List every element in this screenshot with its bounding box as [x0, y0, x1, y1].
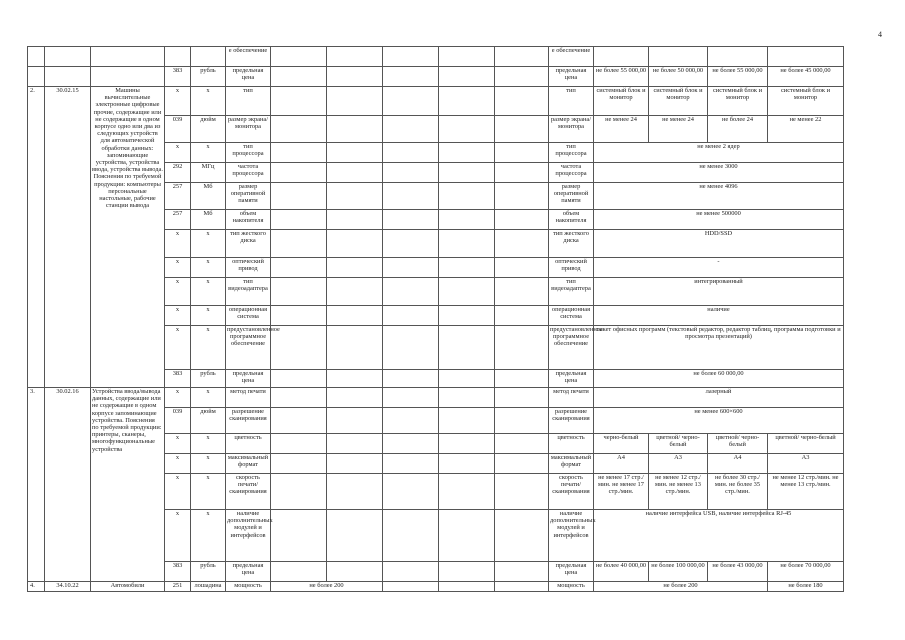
table-cell: х	[191, 434, 226, 454]
table-cell: разрешение сканирования	[549, 408, 594, 434]
table-cell: х	[191, 388, 226, 408]
empty-cell	[383, 143, 439, 163]
table-cell: х	[165, 278, 191, 306]
empty-cell	[594, 47, 649, 67]
table-cell: рубль	[191, 67, 226, 87]
empty-cell	[327, 67, 383, 87]
table-cell: оптический привод	[549, 258, 594, 278]
table-cell: 383	[165, 562, 191, 582]
empty-cell	[495, 143, 549, 163]
table-row	[28, 388, 844, 408]
table-cell: не более 40 000,00	[594, 562, 649, 582]
table-cell: предельная цена	[549, 67, 594, 87]
empty-cell	[383, 582, 439, 592]
table-cell: х	[191, 306, 226, 326]
table-cell: х	[191, 510, 226, 562]
empty-cell	[327, 454, 383, 474]
empty-cell	[271, 116, 327, 143]
table-cell: интегрированный	[594, 278, 844, 306]
empty-cell	[495, 258, 549, 278]
table-cell: не менее 4096	[594, 183, 844, 210]
table-cell: Устройства ввода/вывода данных, содержащие или не содержащие в одном корпусе запоминающие устройства. Пояснения по требуемой продукции: принтеры, сканеры, многофункциональные устройства	[91, 388, 165, 582]
table-cell: не менее 24	[649, 116, 708, 143]
table-cell: операционная система	[549, 306, 594, 326]
empty-cell	[495, 582, 549, 592]
empty-cell	[383, 183, 439, 210]
table-cell: объем накопителя	[549, 210, 594, 230]
table-cell: размер экрана/монитора	[549, 116, 594, 143]
table-cell: 30.02.15	[45, 87, 91, 388]
table-cell: х	[165, 474, 191, 510]
empty-cell	[439, 582, 495, 592]
table-cell: не более 70 000,00	[768, 562, 844, 582]
empty-cell	[495, 306, 549, 326]
table-cell: предельная цена	[226, 67, 271, 87]
table-cell: размер экрана/монитора	[226, 116, 271, 143]
table-cell: не менее 3000	[594, 163, 844, 183]
empty-cell	[327, 562, 383, 582]
empty-cell	[271, 306, 327, 326]
table-cell: МГц	[191, 163, 226, 183]
empty-cell	[439, 258, 495, 278]
empty-cell	[327, 306, 383, 326]
empty-cell	[383, 258, 439, 278]
table-cell: 257	[165, 183, 191, 210]
table-cell: А4	[708, 454, 768, 474]
table-cell: HDD/SSD	[594, 230, 844, 258]
table-cell: цветность	[226, 434, 271, 454]
empty-cell	[383, 163, 439, 183]
empty-cell	[495, 67, 549, 87]
empty-cell	[383, 210, 439, 230]
table-row	[28, 47, 844, 67]
empty-cell	[271, 562, 327, 582]
empty-cell	[439, 116, 495, 143]
empty-cell	[271, 408, 327, 434]
table-cell: наличие	[594, 306, 844, 326]
empty-cell	[495, 510, 549, 562]
empty-cell	[383, 562, 439, 582]
table-row	[28, 582, 844, 592]
table-cell: х	[191, 326, 226, 370]
table-cell: Мб	[191, 210, 226, 230]
table-cell: не более 180	[768, 582, 844, 592]
empty-cell	[271, 163, 327, 183]
empty-cell	[383, 454, 439, 474]
empty-cell	[327, 87, 383, 116]
empty-cell	[439, 510, 495, 562]
empty-cell	[495, 474, 549, 510]
table-cell: Автомобили	[91, 582, 165, 592]
empty-cell	[439, 388, 495, 408]
empty-cell	[495, 87, 549, 116]
table-cell: х	[165, 326, 191, 370]
page-number: 4	[878, 30, 882, 39]
table-cell: 257	[165, 210, 191, 230]
empty-cell	[439, 210, 495, 230]
table-cell: наличие интерфейса USB, наличие интерфейса RJ-45	[594, 510, 844, 562]
table-cell: максимальный формат	[549, 454, 594, 474]
empty-cell	[271, 434, 327, 454]
table-cell: не менее 600×600	[594, 408, 844, 434]
empty-cell	[327, 278, 383, 306]
empty-cell	[271, 143, 327, 163]
empty-cell	[439, 230, 495, 258]
empty-cell	[327, 116, 383, 143]
table-cell: предустановленное программное обеспечение	[226, 326, 271, 370]
table-cell: размер оперативной памяти	[226, 183, 271, 210]
empty-cell	[495, 408, 549, 434]
table-cell: рубль	[191, 562, 226, 582]
empty-cell	[271, 67, 327, 87]
table-cell: х	[191, 87, 226, 116]
table-cell: не менее 17 стр./мин. не менее 17 стр./мин.	[594, 474, 649, 510]
table-cell: е обеспечение	[549, 47, 594, 67]
empty-cell	[708, 47, 768, 67]
table-cell: дюйм	[191, 116, 226, 143]
table-cell: х	[165, 306, 191, 326]
empty-cell	[271, 474, 327, 510]
table-cell: цветной/ черно-белый	[768, 434, 844, 454]
table-cell: предельная цена	[549, 562, 594, 582]
table-cell: лазерный	[594, 388, 844, 408]
empty-cell	[383, 306, 439, 326]
empty-cell	[495, 210, 549, 230]
table-cell: 2.	[28, 87, 45, 388]
empty-cell	[327, 163, 383, 183]
table-cell: не менее 12 стр./мин. не менее 13 стр./мин.	[768, 474, 844, 510]
table-cell	[165, 47, 191, 67]
empty-cell	[327, 210, 383, 230]
empty-cell	[649, 47, 708, 67]
table-cell: Машины вычислительные электронные цифровые прочие, содержащие или не содержащие в одном корпусе одно или два из следующих устройств для автоматической обработки данных: запоминающие устройства, устройства ввода, устройства вывода. Пояснения по требуемой продукции: компьютеры персональные настольные, рабочие станции вывода	[91, 87, 165, 388]
table-cell: предустановленное программное обеспечение	[549, 326, 594, 370]
empty-cell	[271, 278, 327, 306]
table-cell: А3	[649, 454, 708, 474]
table-cell: не менее 2 ядер	[594, 143, 844, 163]
table-cell: х	[165, 434, 191, 454]
empty-cell	[327, 230, 383, 258]
table-cell: не менее 24	[594, 116, 649, 143]
table-cell: размер оперативной памяти	[549, 183, 594, 210]
empty-cell	[271, 230, 327, 258]
empty-cell	[271, 87, 327, 116]
table-cell: цветной/ черно-белый	[708, 434, 768, 454]
table-cell: х	[191, 230, 226, 258]
empty-cell	[439, 434, 495, 454]
table-cell: 251	[165, 582, 191, 592]
table-cell: х	[165, 510, 191, 562]
empty-cell	[327, 370, 383, 388]
table-cell: не более 60 000,00	[594, 370, 844, 388]
table-cell: не менее 500000	[594, 210, 844, 230]
table-cell: наличие дополнительных модулей и интерфейсов	[226, 510, 271, 562]
table-cell: 383	[165, 67, 191, 87]
table-cell: дюйм	[191, 408, 226, 434]
table-cell: х	[165, 143, 191, 163]
empty-cell	[271, 510, 327, 562]
empty-cell	[271, 388, 327, 408]
empty-cell	[327, 258, 383, 278]
empty-cell	[271, 454, 327, 474]
empty-cell	[271, 258, 327, 278]
table-cell: тип процессора	[549, 143, 594, 163]
table-cell: предельная цена	[226, 370, 271, 388]
table-cell: не менее 22	[768, 116, 844, 143]
table-cell: наличие дополнительных модулей и интерфейсов	[549, 510, 594, 562]
empty-cell	[327, 434, 383, 454]
table-cell: мощность	[549, 582, 594, 592]
empty-cell	[439, 183, 495, 210]
empty-cell	[327, 474, 383, 510]
empty-cell	[439, 454, 495, 474]
table-cell: предельная цена	[226, 562, 271, 582]
table-cell: 039	[165, 116, 191, 143]
table-cell: тип	[549, 87, 594, 116]
empty-cell	[495, 434, 549, 454]
table-cell: лошадина	[191, 582, 226, 592]
table-cell: х	[165, 230, 191, 258]
table-cell: операционная система	[226, 306, 271, 326]
empty-cell	[271, 183, 327, 210]
empty-cell	[439, 163, 495, 183]
table-cell: тип	[226, 87, 271, 116]
empty-cell	[495, 230, 549, 258]
empty-cell	[28, 47, 45, 67]
requirements-table	[27, 46, 844, 592]
table-cell: системный блок и монитор	[649, 87, 708, 116]
empty-cell	[383, 370, 439, 388]
empty-cell	[327, 326, 383, 370]
table-cell: не более 55 000,00	[594, 67, 649, 87]
empty-cell	[383, 408, 439, 434]
table-cell: 4.	[28, 582, 45, 592]
table-cell: объем накопителя	[226, 210, 271, 230]
empty-cell	[439, 474, 495, 510]
table-cell: не более 100 000,00	[649, 562, 708, 582]
table-cell: оптический привод	[226, 258, 271, 278]
table-cell: х	[165, 454, 191, 474]
empty-cell	[327, 510, 383, 562]
table-cell: не более 45 000,00	[768, 67, 844, 87]
table-cell: 3.	[28, 388, 45, 582]
table-cell: х	[165, 87, 191, 116]
table-cell: А3	[768, 454, 844, 474]
empty-cell	[327, 388, 383, 408]
table-cell: системный блок и монитор	[708, 87, 768, 116]
table-cell: цветной/ черно-белый	[649, 434, 708, 454]
table-cell: не более 50 000,00	[649, 67, 708, 87]
table-cell: х	[191, 143, 226, 163]
empty-cell	[495, 370, 549, 388]
table-cell: рубль	[191, 370, 226, 388]
empty-cell	[327, 47, 383, 67]
table-cell: х	[165, 258, 191, 278]
empty-cell	[495, 388, 549, 408]
empty-cell	[439, 326, 495, 370]
table-cell: Мб	[191, 183, 226, 210]
empty-cell	[383, 116, 439, 143]
empty-cell	[327, 408, 383, 434]
empty-cell	[383, 278, 439, 306]
table-cell: х	[191, 474, 226, 510]
table-cell: тип процессора	[226, 143, 271, 163]
table-cell: не более 55 000,00	[708, 67, 768, 87]
table-cell: не более 200	[271, 582, 383, 592]
table-cell: мощность	[226, 582, 271, 592]
empty-cell	[327, 143, 383, 163]
table-cell: цветность	[549, 434, 594, 454]
empty-cell	[768, 47, 844, 67]
empty-cell	[439, 143, 495, 163]
empty-cell	[383, 388, 439, 408]
table-cell: скорость печати/сканирования	[226, 474, 271, 510]
table-cell: не более 24	[708, 116, 768, 143]
empty-cell	[91, 67, 165, 87]
table-cell: тип жесткого диска	[226, 230, 271, 258]
table-cell: 292	[165, 163, 191, 183]
table-cell: 383	[165, 370, 191, 388]
table-cell: х	[191, 278, 226, 306]
table-cell	[191, 47, 226, 67]
empty-cell	[383, 326, 439, 370]
empty-cell	[495, 326, 549, 370]
table-cell: системный блок и монитор	[594, 87, 649, 116]
table-cell: тип видеоадаптера	[549, 278, 594, 306]
empty-cell	[495, 163, 549, 183]
empty-cell	[271, 370, 327, 388]
empty-cell	[439, 562, 495, 582]
empty-cell	[439, 87, 495, 116]
table-cell: метод печати	[549, 388, 594, 408]
table-cell: не более 200	[594, 582, 768, 592]
table-cell: не более 43 000,00	[708, 562, 768, 582]
table-cell: разрешение сканирования	[226, 408, 271, 434]
table-cell: пакет офисных программ (текстовый редактор, редактор таблиц, программа подготовки и просмотра презентаций)	[594, 326, 844, 370]
empty-cell	[383, 230, 439, 258]
empty-cell	[327, 183, 383, 210]
empty-cell	[439, 370, 495, 388]
empty-cell	[439, 408, 495, 434]
empty-cell	[439, 278, 495, 306]
empty-cell	[383, 87, 439, 116]
table-cell: тип жесткого диска	[549, 230, 594, 258]
empty-cell	[495, 183, 549, 210]
empty-cell	[439, 67, 495, 87]
empty-cell	[271, 47, 327, 67]
empty-cell	[91, 47, 165, 67]
empty-cell	[383, 434, 439, 454]
empty-cell	[383, 67, 439, 87]
table-cell: системный блок и монитор	[768, 87, 844, 116]
table-cell: не менее 12 стр./мин. не менее 13 стр./мин.	[649, 474, 708, 510]
table-cell: х	[191, 258, 226, 278]
empty-cell	[495, 278, 549, 306]
empty-cell	[45, 47, 91, 67]
table-cell: максимальный формат	[226, 454, 271, 474]
empty-cell	[495, 454, 549, 474]
empty-cell	[271, 210, 327, 230]
empty-cell	[383, 510, 439, 562]
table-cell: метод печати	[226, 388, 271, 408]
table-cell: А4	[594, 454, 649, 474]
table-cell: -	[594, 258, 844, 278]
table-cell: х	[191, 454, 226, 474]
table-cell: тип видеоадаптера	[226, 278, 271, 306]
table-cell: скорость печати/сканирования	[549, 474, 594, 510]
empty-cell	[495, 47, 549, 67]
table-cell: не более 30 стр./мин. не более 35 стр./мин.	[708, 474, 768, 510]
empty-cell	[495, 116, 549, 143]
table-cell: е обеспечение	[226, 47, 271, 67]
table-cell: 34.10.22	[45, 582, 91, 592]
table-row	[28, 87, 844, 116]
empty-cell	[439, 47, 495, 67]
empty-cell	[28, 67, 45, 87]
table-row	[28, 67, 844, 87]
table-cell: черно-белый	[594, 434, 649, 454]
table-cell: х	[165, 388, 191, 408]
empty-cell	[439, 306, 495, 326]
table-cell: частота процессора	[549, 163, 594, 183]
table-cell: предельная цена	[549, 370, 594, 388]
table-cell: частота процессора	[226, 163, 271, 183]
empty-cell	[383, 474, 439, 510]
table-cell: 039	[165, 408, 191, 434]
empty-cell	[45, 67, 91, 87]
empty-cell	[495, 562, 549, 582]
table-cell: 30.02.16	[45, 388, 91, 582]
empty-cell	[383, 47, 439, 67]
